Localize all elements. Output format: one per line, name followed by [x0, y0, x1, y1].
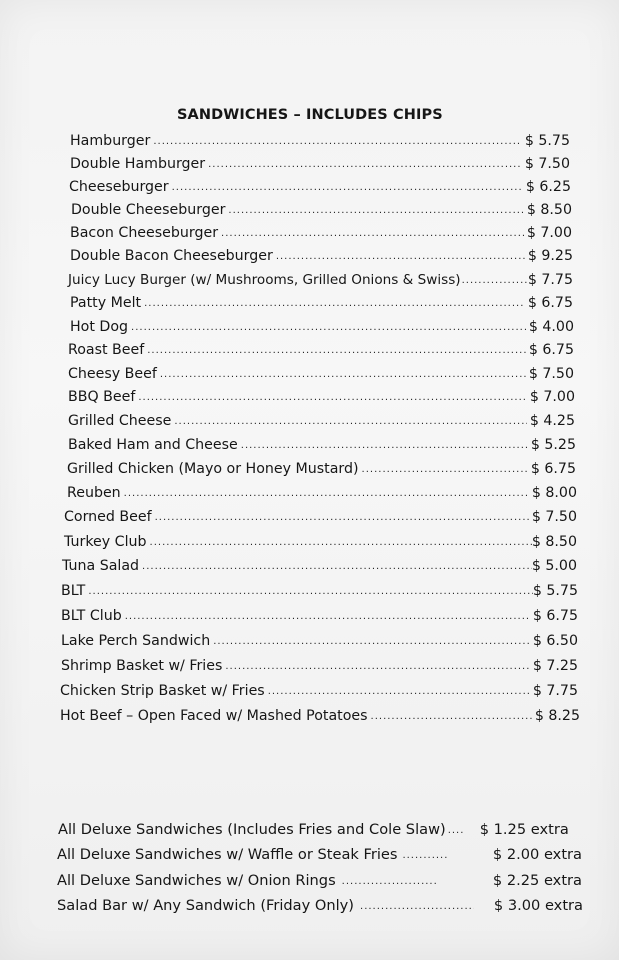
item-name: Tuna Salad	[62, 558, 140, 574]
extra-price: $ 1.25 extra	[479, 821, 569, 838]
extra-name: Salad Bar w/ Any Sandwich (Friday Only)	[57, 897, 355, 914]
dot-leader	[208, 159, 522, 170]
item-price: $ 7.50	[531, 509, 577, 525]
menu-item	[70, 295, 573, 317]
dot-leader	[402, 850, 446, 861]
menu-item	[70, 133, 570, 155]
item-name: Cheeseburger	[69, 179, 169, 195]
menu-item	[60, 683, 578, 705]
menu-item	[70, 156, 570, 178]
menu-item	[71, 202, 572, 224]
extra-name: All Deluxe Sandwiches w/ Onion Rings	[57, 872, 336, 889]
item-price: $ 6.75	[528, 342, 574, 358]
menu-item	[64, 509, 577, 531]
item-name: Hot Beef – Open Faced w/ Mashed Potatoes	[60, 708, 368, 724]
menu-item	[62, 558, 577, 580]
extra-item	[58, 821, 582, 843]
menu-item	[68, 389, 575, 411]
item-price: $ 6.75	[532, 608, 578, 624]
item-name: BLT	[61, 583, 86, 599]
item-price: $ 7.50	[524, 156, 570, 172]
item-price: $ 7.00	[526, 225, 572, 241]
item-price: $ 7.75	[532, 683, 578, 699]
extra-name: All Deluxe Sandwiches (Includes Fries and Cole Slaw)	[58, 821, 446, 838]
extra-price: $ 3.00 extra	[493, 897, 583, 914]
item-price: $ 4.25	[529, 413, 575, 429]
menu-item	[61, 658, 578, 680]
item-name: BBQ Beef	[68, 389, 136, 405]
item-name: Roast Beef	[68, 342, 145, 358]
item-name: Hot Dog	[70, 319, 129, 335]
menu-item	[68, 366, 574, 388]
dot-leader	[241, 440, 528, 451]
dot-leader	[150, 537, 532, 548]
item-price: $ 7.00	[529, 389, 575, 405]
dot-leader	[172, 182, 523, 193]
dot-leader	[362, 464, 528, 475]
dot-leader	[225, 661, 530, 672]
item-name: Double Hamburger	[70, 156, 206, 172]
menu-item	[61, 583, 578, 605]
dot-leader	[360, 901, 474, 912]
menu-item	[60, 708, 580, 730]
item-name: Bacon Cheeseburger	[70, 225, 219, 241]
menu-item	[70, 319, 574, 341]
dot-leader	[228, 205, 523, 216]
item-price: $ 5.25	[530, 437, 576, 453]
extra-item	[57, 897, 583, 919]
menu-item	[68, 272, 573, 294]
menu-item	[61, 633, 578, 655]
dot-leader	[155, 512, 529, 523]
item-price: $ 5.75	[532, 583, 578, 599]
item-price: $ 8.50	[526, 202, 572, 218]
extra-item	[57, 846, 582, 868]
menu-item	[68, 342, 574, 364]
item-name: Reuben	[67, 485, 121, 501]
dot-leader	[342, 876, 437, 887]
extra-price: $ 2.00 extra	[492, 846, 582, 863]
dot-leader	[144, 298, 525, 309]
menu-item	[64, 534, 577, 556]
dot-leader	[462, 275, 527, 286]
item-price: $ 5.00	[531, 558, 577, 574]
dot-leader	[153, 136, 522, 147]
item-price: $ 6.50	[532, 633, 578, 649]
dot-leader	[125, 611, 530, 622]
menu-item	[68, 413, 575, 435]
menu-item	[70, 248, 573, 270]
dot-leader	[276, 251, 525, 262]
item-price: $ 8.50	[531, 534, 577, 550]
extra-name: All Deluxe Sandwiches w/ Waffle or Steak Fries	[57, 846, 398, 863]
item-price: $ 7.25	[532, 658, 578, 674]
item-name: Chicken Strip Basket w/ Fries	[60, 683, 265, 699]
menu-item	[61, 608, 578, 630]
item-price: $ 9.25	[527, 248, 573, 264]
menu-title: SANDWICHES – INCLUDES CHIPS	[177, 107, 443, 123]
extra-item	[57, 872, 582, 894]
item-name: Double Bacon Cheeseburger	[70, 248, 273, 264]
dot-leader	[213, 636, 530, 647]
dot-leader	[174, 416, 526, 427]
item-price: $ 8.00	[531, 485, 577, 501]
item-price: $ 6.75	[530, 461, 576, 477]
dot-leader	[124, 488, 529, 499]
item-name: BLT Club	[61, 608, 122, 624]
dot-leader	[371, 711, 532, 722]
menu-item	[70, 225, 572, 247]
item-name: Double Cheeseburger	[71, 202, 226, 218]
menu-item	[67, 461, 576, 483]
item-name: Cheesy Beef	[68, 366, 157, 382]
item-price: $ 4.00	[528, 319, 574, 335]
menu-item	[68, 437, 576, 459]
dot-leader	[268, 686, 530, 697]
dot-leader	[131, 322, 526, 333]
item-price: $ 7.75	[527, 272, 573, 288]
menu-item	[67, 485, 577, 507]
dot-leader	[138, 392, 527, 403]
item-price: $ 6.75	[527, 295, 573, 311]
menu-item	[69, 179, 571, 201]
item-name: Patty Melt	[70, 295, 142, 311]
item-name: Hamburger	[70, 133, 151, 149]
dot-leader	[448, 825, 464, 836]
dot-leader	[160, 369, 526, 380]
item-price: $ 6.25	[525, 179, 571, 195]
item-name: Juicy Lucy Burger (w/ Mushrooms, Grilled Onions & Swiss)	[68, 272, 461, 288]
dot-leader	[221, 228, 524, 239]
extra-price: $ 2.25 extra	[492, 872, 582, 889]
item-name: Grilled Cheese	[68, 413, 172, 429]
item-price: $ 8.25	[534, 708, 580, 724]
item-name: Baked Ham and Cheese	[68, 437, 238, 453]
dot-leader	[147, 345, 526, 356]
item-name: Shrimp Basket w/ Fries	[61, 658, 223, 674]
item-name: Turkey Club	[64, 534, 147, 550]
item-price: $ 7.50	[528, 366, 574, 382]
item-name: Grilled Chicken (Mayo or Honey Mustard)	[67, 461, 359, 477]
dot-leader	[88, 586, 533, 597]
item-price: $ 5.75	[524, 133, 570, 149]
item-name: Corned Beef	[64, 509, 152, 525]
item-name: Lake Perch Sandwich	[61, 633, 211, 649]
dot-leader	[142, 561, 532, 572]
